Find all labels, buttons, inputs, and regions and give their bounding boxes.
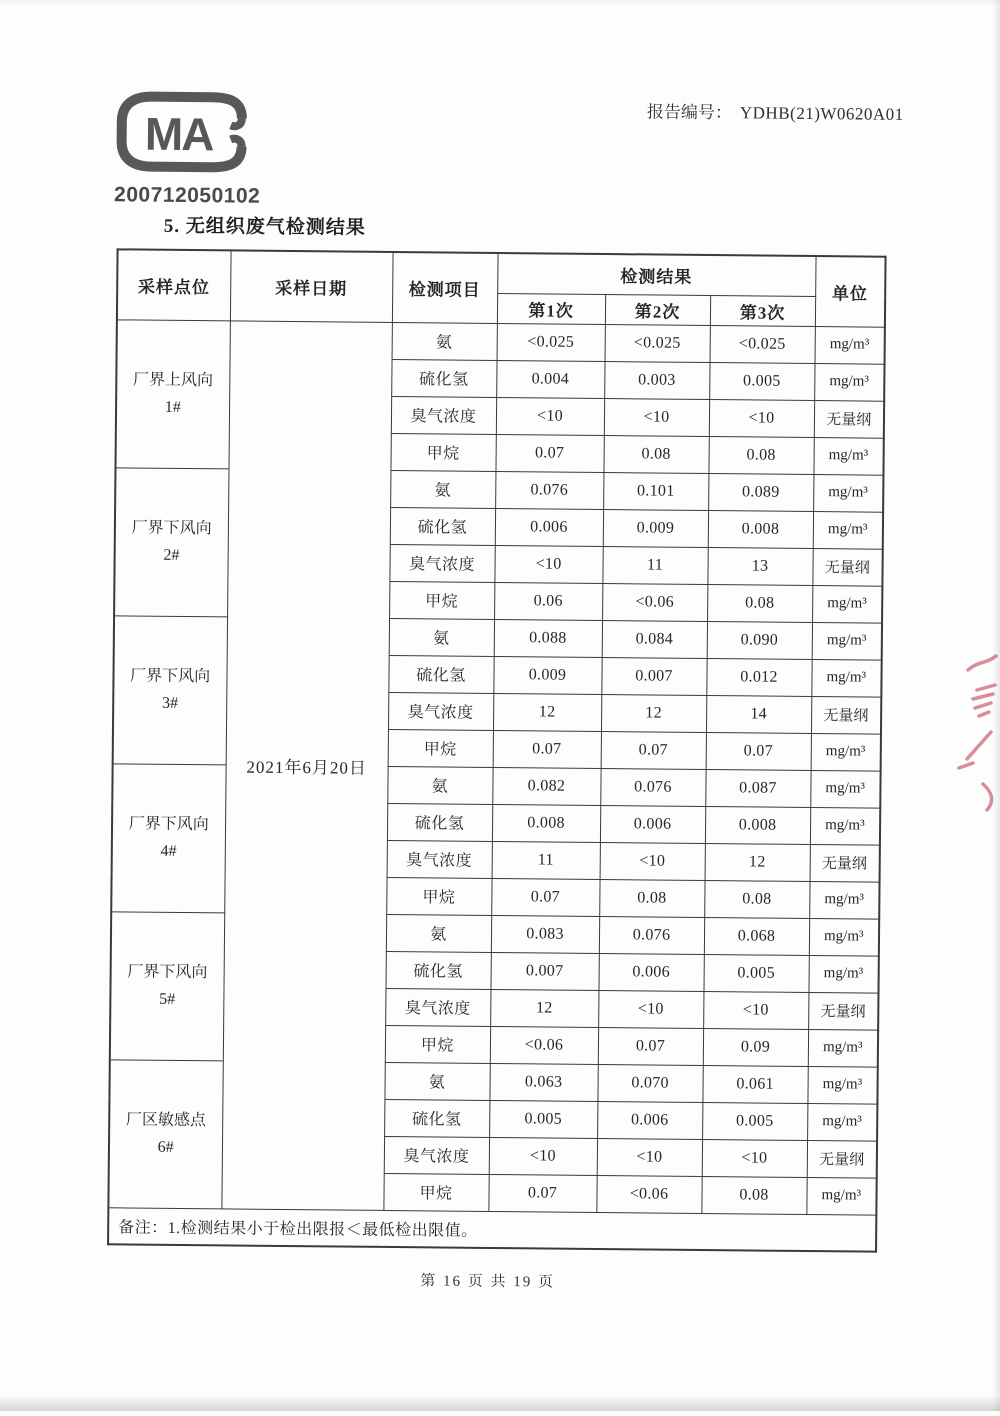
result-value-cell: 0.07 bbox=[495, 434, 603, 472]
header-sampling-point: 采样点位 bbox=[117, 249, 231, 320]
section-title: 5. 无组织废气检测结果 bbox=[163, 215, 366, 239]
report-number-line bbox=[647, 97, 904, 124]
header-run-3: 第3次 bbox=[710, 295, 815, 326]
test-item-cell: 甲烷 bbox=[386, 877, 491, 915]
result-value-cell: 0.070 bbox=[597, 1064, 702, 1102]
sampling-point-cell bbox=[114, 467, 228, 616]
sampling-point-name: 厂界上风向 bbox=[132, 371, 214, 390]
result-value-cell: 0.007 bbox=[601, 657, 706, 695]
result-value-cell: 0.005 bbox=[703, 954, 808, 992]
header-run-1: 第1次 bbox=[497, 293, 605, 324]
result-value-cell: <10 bbox=[600, 842, 705, 880]
result-value-cell: 14 bbox=[706, 695, 811, 733]
sampling-point-number: 3# bbox=[161, 694, 179, 712]
sampling-point-number: 5# bbox=[159, 990, 176, 1008]
result-value-cell: 0.008 bbox=[708, 510, 813, 548]
result-value-cell: <10 bbox=[604, 398, 709, 436]
test-item-cell: 臭气浓度 bbox=[387, 840, 492, 878]
note-text: 备注：1.检测结果小于检出限报＜最低检出限值。 bbox=[108, 1207, 876, 1251]
result-value-cell: 0.006 bbox=[600, 805, 705, 843]
test-item-cell: 甲烷 bbox=[385, 1025, 490, 1063]
sampling-point-cell bbox=[111, 763, 225, 912]
unit-cell: mg/m³ bbox=[815, 326, 885, 364]
result-value-cell: 0.084 bbox=[602, 620, 707, 658]
result-value-cell: <0.06 bbox=[596, 1175, 701, 1213]
unit-cell: mg/m³ bbox=[813, 437, 883, 475]
result-value-cell: <10 bbox=[597, 1138, 702, 1176]
table-row bbox=[117, 319, 885, 363]
sampling-point-cell bbox=[113, 615, 227, 764]
result-value-cell: 0.089 bbox=[708, 473, 813, 511]
test-item-cell: 甲烷 bbox=[383, 1173, 488, 1211]
unit-cell: mg/m³ bbox=[814, 363, 884, 401]
unit-cell: mg/m³ bbox=[807, 1103, 877, 1141]
test-item-cell: 臭气浓度 bbox=[391, 396, 496, 434]
scan-edge-right bbox=[992, 0, 1000, 1411]
results-table-body bbox=[108, 319, 885, 1214]
result-value-cell: 0.005 bbox=[489, 1100, 597, 1138]
unit-cell: 无量纲 bbox=[808, 992, 878, 1030]
result-value-cell: 12 bbox=[490, 989, 598, 1027]
unit-cell: 无量纲 bbox=[812, 548, 882, 586]
sampling-point-name: 厂界下风向 bbox=[127, 963, 208, 982]
test-item-cell: 氨 bbox=[384, 1062, 489, 1100]
result-value-cell: 0.005 bbox=[702, 1102, 807, 1140]
result-value-cell: 0.076 bbox=[495, 471, 603, 509]
result-value-cell: 0.07 bbox=[601, 731, 706, 769]
unit-cell: mg/m³ bbox=[811, 659, 881, 697]
cma-certificate-number: 200712050102 bbox=[114, 183, 261, 208]
result-value-cell: 0.006 bbox=[599, 953, 704, 991]
result-value-cell: 0.083 bbox=[491, 915, 599, 953]
result-value-cell: <10 bbox=[494, 545, 602, 583]
result-value-cell: 0.07 bbox=[488, 1174, 596, 1212]
result-value-cell: <10 bbox=[709, 399, 814, 437]
result-value-cell: 0.09 bbox=[703, 1028, 808, 1066]
result-value-cell: 0.012 bbox=[706, 658, 811, 696]
unit-cell: mg/m³ bbox=[809, 955, 879, 993]
test-item-cell: 氨 bbox=[390, 470, 495, 508]
header-test-result: 检测结果 bbox=[497, 253, 815, 296]
cma-logo bbox=[114, 90, 275, 209]
result-value-cell: 0.08 bbox=[701, 1176, 806, 1214]
unit-cell: mg/m³ bbox=[807, 1066, 877, 1104]
header-sampling-date: 采样日期 bbox=[230, 250, 393, 322]
result-value-cell: 11 bbox=[492, 841, 600, 879]
scan-edge-top bbox=[0, 0, 1000, 6]
result-value-cell: 0.005 bbox=[709, 362, 814, 400]
cma-letters: MA bbox=[144, 107, 213, 161]
test-item-cell: 硫化氢 bbox=[388, 655, 493, 693]
scan-edge-bottom bbox=[0, 1395, 1000, 1411]
report-number-label: 报告编号： bbox=[646, 102, 733, 123]
result-value-cell: 0.08 bbox=[603, 435, 708, 473]
test-item-cell: 甲烷 bbox=[388, 729, 493, 767]
sampling-point-number: 1# bbox=[164, 398, 181, 416]
result-value-cell: 0.061 bbox=[702, 1065, 807, 1103]
note-row bbox=[108, 1207, 876, 1251]
result-value-cell: 0.076 bbox=[599, 916, 704, 954]
unit-cell: 无量纲 bbox=[811, 696, 881, 734]
result-value-cell: <0.06 bbox=[490, 1026, 598, 1064]
unit-cell: mg/m³ bbox=[808, 1029, 878, 1067]
result-value-cell: 0.007 bbox=[491, 952, 599, 990]
unit-cell: mg/m³ bbox=[806, 1177, 876, 1215]
unit-cell: mg/m³ bbox=[809, 881, 879, 919]
result-value-cell: 11 bbox=[602, 546, 707, 584]
unit-cell: mg/m³ bbox=[812, 622, 882, 660]
result-value-cell: 12 bbox=[705, 843, 810, 881]
sampling-point-name: 厂区敏感点 bbox=[125, 1111, 207, 1130]
sampling-point-cell bbox=[108, 1059, 222, 1208]
unit-cell: mg/m³ bbox=[813, 511, 883, 549]
result-value-cell: 0.06 bbox=[494, 582, 602, 620]
cma-logo-icon bbox=[114, 90, 249, 173]
result-value-cell: 0.076 bbox=[600, 768, 705, 806]
test-item-cell: 硫化氢 bbox=[391, 359, 496, 397]
report-number-value: YDHB(21)W0620A01 bbox=[739, 103, 904, 124]
result-value-cell: 12 bbox=[601, 694, 706, 732]
result-value-cell: 0.07 bbox=[493, 730, 601, 768]
result-value-cell: 0.08 bbox=[708, 436, 813, 474]
sampling-point-cell bbox=[115, 319, 229, 468]
results-table bbox=[107, 248, 887, 1252]
result-value-cell: 0.101 bbox=[603, 472, 708, 510]
header-run-2: 第2次 bbox=[605, 294, 710, 325]
result-value-cell: 0.090 bbox=[707, 621, 812, 659]
result-value-cell: <0.06 bbox=[602, 583, 707, 621]
page-number: 第 16 页 共 19 页 bbox=[420, 1273, 556, 1291]
result-value-cell: 0.006 bbox=[495, 508, 603, 546]
result-value-cell: 0.009 bbox=[603, 509, 708, 547]
result-value-cell: 13 bbox=[707, 547, 812, 585]
result-value-cell: 0.08 bbox=[704, 880, 809, 918]
unit-cell: mg/m³ bbox=[812, 585, 882, 623]
result-value-cell: 0.068 bbox=[704, 917, 809, 955]
test-item-cell: 硫化氢 bbox=[386, 951, 491, 989]
unit-cell: mg/m³ bbox=[811, 733, 881, 771]
result-value-cell: <10 bbox=[703, 991, 808, 1029]
result-value-cell: 0.07 bbox=[491, 878, 599, 916]
unit-cell: mg/m³ bbox=[813, 474, 883, 512]
result-value-cell: 12 bbox=[493, 693, 601, 731]
result-value-cell: 0.009 bbox=[493, 656, 601, 694]
result-value-cell: <0.025 bbox=[605, 324, 710, 362]
result-value-cell: 0.008 bbox=[705, 806, 810, 844]
result-value-cell: 0.07 bbox=[706, 732, 811, 770]
result-value-cell: 0.063 bbox=[489, 1063, 597, 1101]
test-item-cell: 甲烷 bbox=[390, 433, 495, 471]
sampling-point-name: 厂界下风向 bbox=[130, 667, 211, 686]
test-item-cell: 氨 bbox=[392, 322, 497, 360]
result-value-cell: 0.006 bbox=[597, 1101, 702, 1139]
unit-cell: mg/m³ bbox=[809, 918, 879, 956]
result-value-cell: <0.025 bbox=[710, 325, 815, 363]
result-value-cell: 0.087 bbox=[705, 769, 810, 807]
unit-cell: 无量纲 bbox=[810, 844, 880, 882]
result-value-cell: 0.008 bbox=[492, 804, 600, 842]
test-item-cell: 氨 bbox=[389, 618, 494, 656]
sampling-point-number: 6# bbox=[157, 1138, 174, 1156]
result-value-cell: 0.08 bbox=[599, 879, 704, 917]
sampling-point-name: 厂界下风向 bbox=[131, 519, 212, 538]
result-value-cell: 0.004 bbox=[496, 360, 604, 398]
result-value-cell: 0.08 bbox=[707, 584, 812, 622]
result-value-cell: 0.088 bbox=[494, 619, 602, 657]
sampling-point-name: 厂界下风向 bbox=[128, 815, 209, 834]
sampling-point-number: 4# bbox=[160, 842, 177, 860]
unit-cell: mg/m³ bbox=[810, 770, 880, 808]
header-test-item: 检测项目 bbox=[392, 252, 498, 323]
test-item-cell: 氨 bbox=[387, 766, 492, 804]
unit-cell: 无量纲 bbox=[807, 1140, 877, 1178]
test-item-cell: 硫化氢 bbox=[384, 1099, 489, 1137]
sampling-point-cell bbox=[110, 911, 224, 1060]
result-value-cell: 0.082 bbox=[492, 767, 600, 805]
unit-cell: 无量纲 bbox=[814, 400, 884, 438]
test-item-cell: 甲烷 bbox=[389, 581, 494, 619]
test-item-cell: 臭气浓度 bbox=[389, 544, 494, 582]
sampling-date-cell: 2021年6月20日 bbox=[221, 320, 392, 1210]
result-value-cell: <10 bbox=[496, 397, 604, 435]
result-value-cell: <10 bbox=[702, 1139, 807, 1177]
table-header-row bbox=[117, 249, 885, 296]
test-item-cell: 氨 bbox=[386, 914, 491, 952]
result-value-cell: <10 bbox=[598, 990, 703, 1028]
result-value-cell: <10 bbox=[489, 1137, 597, 1175]
test-item-cell: 硫化氢 bbox=[390, 507, 495, 545]
header-unit: 单位 bbox=[815, 256, 886, 327]
result-value-cell: 0.07 bbox=[598, 1027, 703, 1065]
unit-cell: mg/m³ bbox=[810, 807, 880, 845]
result-value-cell: 0.003 bbox=[604, 361, 709, 399]
result-value-cell: <0.025 bbox=[497, 323, 605, 361]
test-item-cell: 硫化氢 bbox=[387, 803, 492, 841]
test-item-cell: 臭气浓度 bbox=[384, 1136, 489, 1174]
test-item-cell: 臭气浓度 bbox=[388, 692, 493, 730]
test-item-cell: 臭气浓度 bbox=[385, 988, 490, 1026]
sampling-point-number: 2# bbox=[163, 546, 180, 564]
